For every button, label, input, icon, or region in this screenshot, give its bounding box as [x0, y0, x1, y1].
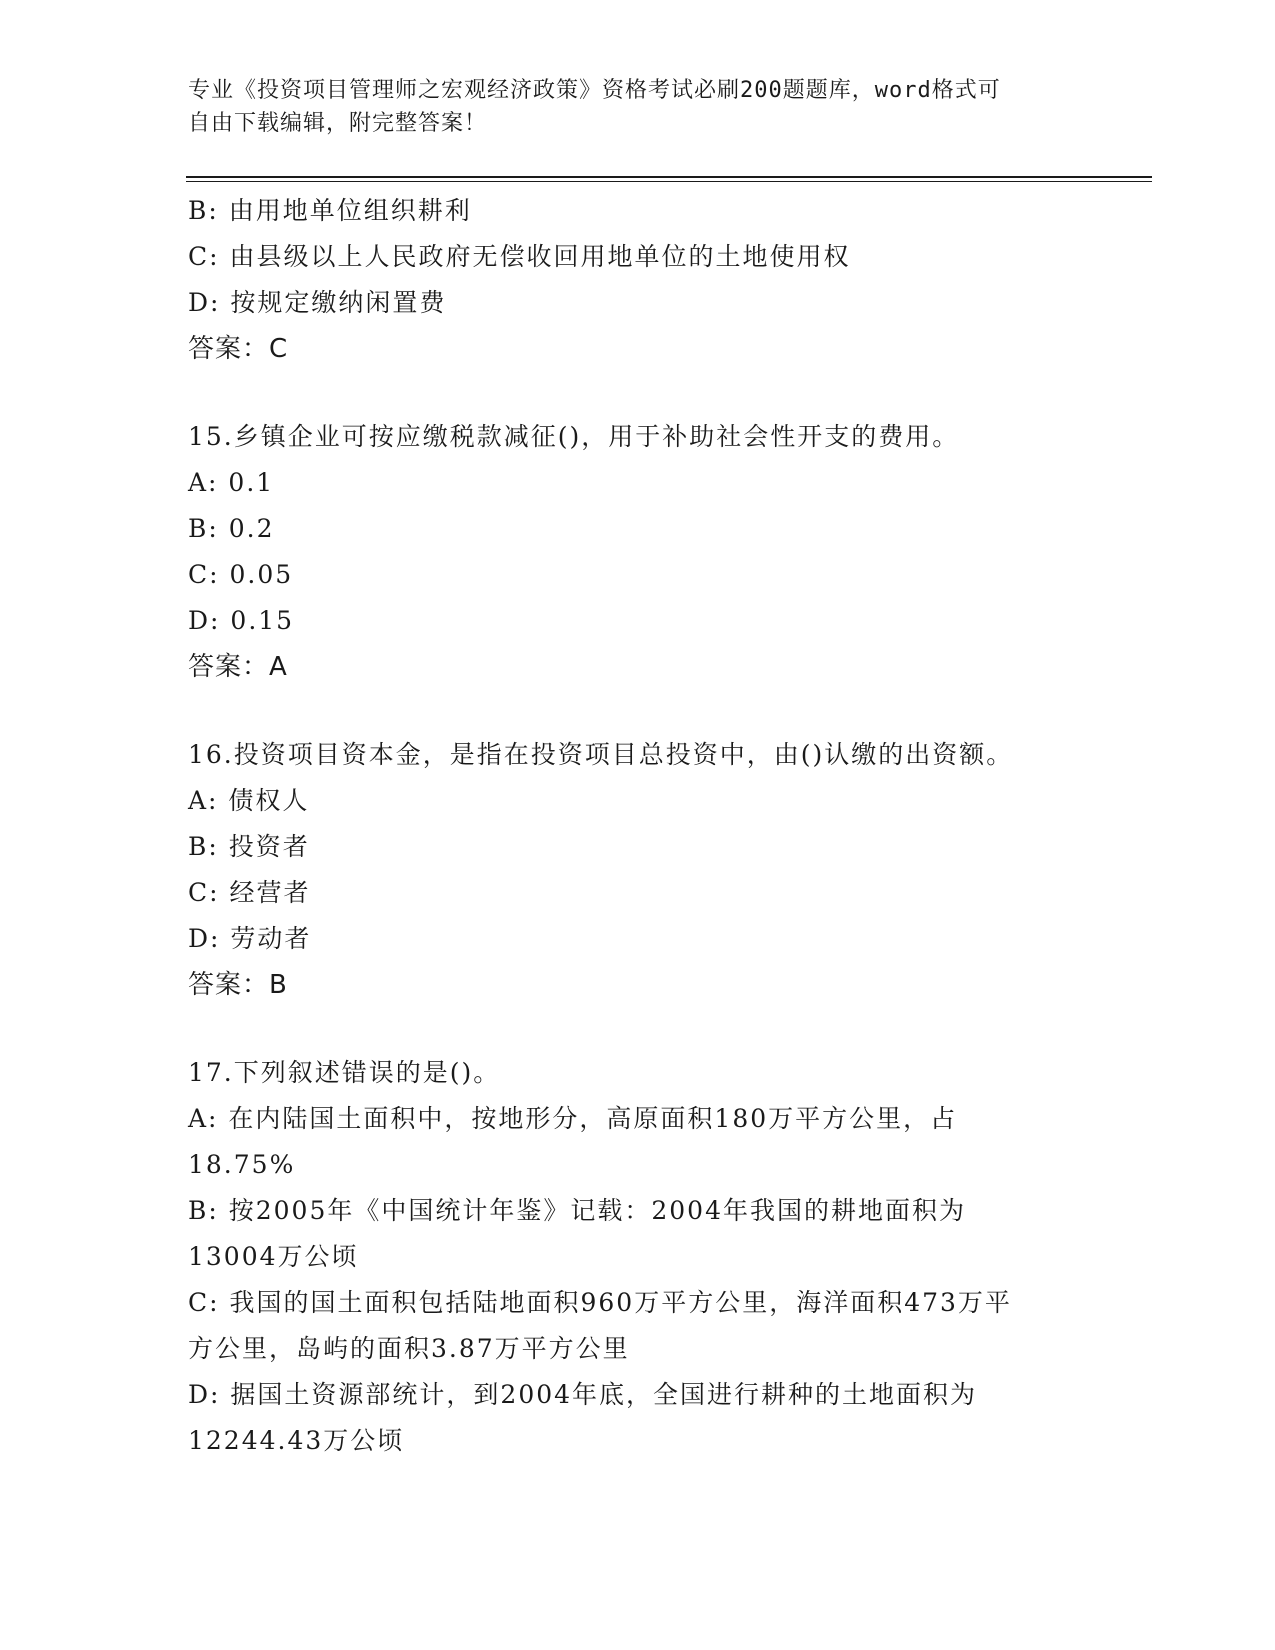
question-text: 16.投资项目资本金，是指在投资项目总投资中，由()认缴的出资额。 [188, 740, 1014, 769]
option-d-line-2: 12244.43万公顷 [188, 1426, 405, 1455]
header-line-1: 专业《投资项目管理师之宏观经济政策》资格考试必刷200题题库，word格式可 [188, 78, 1001, 103]
option-b-line-1: B: 按2005年《中国统计年鉴》记载：2004年我国的耕地面积为 [188, 1196, 966, 1225]
option-b: B: 投资者 [188, 832, 310, 861]
answer: 答案：B [188, 970, 288, 1000]
question-list [188, 188, 1088, 1464]
header-divider [186, 176, 1152, 178]
option-c-line-1: C: 我国的国土面积包括陆地面积960万平方公里，海洋面积473万平 [188, 1288, 1012, 1317]
question-text: 15.乡镇企业可按应缴税款减征()，用于补助社会性开支的费用。 [188, 422, 960, 451]
option-b-line-2: 13004万公顷 [188, 1242, 359, 1271]
option-d-line-1: D: 据国土资源部统计，到2004年底，全国进行耕种的土地面积为 [188, 1380, 978, 1409]
question-16 [188, 732, 1088, 1008]
option-b: B: 0.2 [188, 514, 275, 543]
answer: 答案：C [188, 334, 289, 364]
option-d: D: 按规定缴纳闲置费 [188, 288, 447, 317]
option-c: C: 经营者 [188, 878, 311, 907]
question-17 [188, 1050, 1088, 1464]
option-a: A: 债权人 [188, 786, 310, 815]
question-15 [188, 414, 1088, 690]
header-divider-thin [186, 181, 1152, 182]
option-a: A: 0.1 [188, 468, 275, 497]
question-14-tail [188, 188, 1088, 372]
option-c: C: 由县级以上人民政府无偿收回用地单位的土地使用权 [188, 242, 851, 271]
option-a-line-1: A: 在内陆国土面积中，按地形分，高原面积180万平方公里，占 [188, 1104, 958, 1133]
option-c-line-2: 方公里，岛屿的面积3.87万平方公里 [188, 1334, 630, 1363]
spacer [188, 1008, 1088, 1050]
header-line-2: 自由下载编辑，附完整答案！ [188, 111, 488, 136]
option-b: B: 由用地单位组织耕利 [188, 196, 472, 225]
option-a-line-2: 18.75% [188, 1150, 296, 1179]
answer: 答案：A [188, 652, 288, 682]
option-c: C: 0.05 [188, 560, 294, 589]
option-d: D: 劳动者 [188, 924, 312, 953]
question-text: 17.下列叙述错误的是()。 [188, 1058, 501, 1087]
spacer [188, 690, 1088, 732]
spacer [188, 372, 1088, 414]
page-header [188, 74, 1068, 140]
option-d: D: 0.15 [188, 606, 295, 635]
